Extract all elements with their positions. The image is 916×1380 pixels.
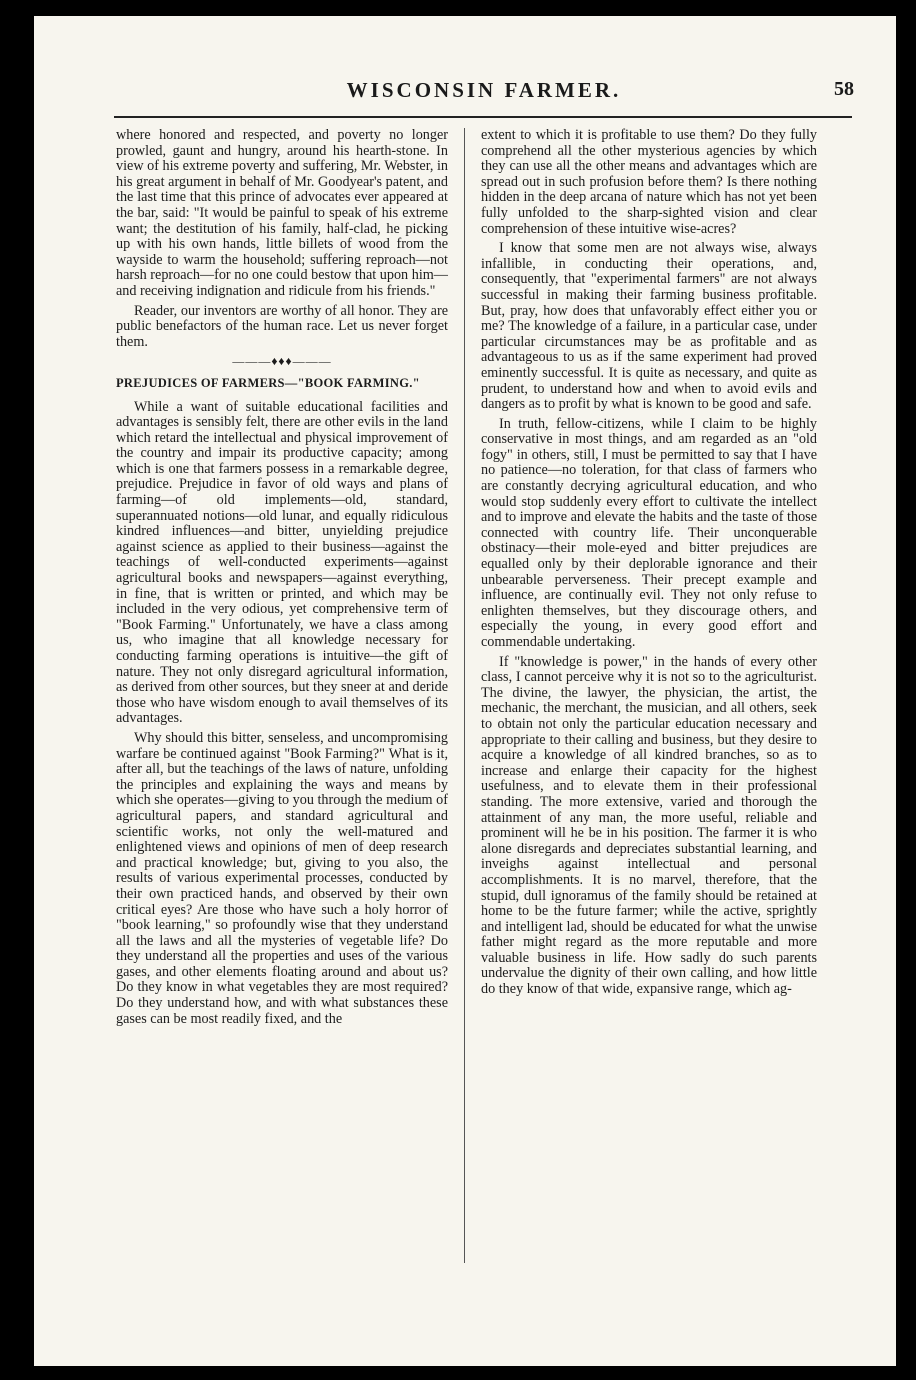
right-paragraph-4: If "knowledge is power," in the hands of every other class, I cannot perceive why it is not so to the agriculturist. The divine, the lawyer, the physician, the artist, the mechanic, the merchant, the musician, and all others, seek to obtain not only the particular education necessary and appropriate to their calling and business, but they desire to acquire a knowledge of all kindred branches, so as to increase and enlarge their capacity for the highest usefulness, and to elevate them in their professional standing. The more extensive, varied and thorough the attainment of any man, the more useful, reliable and prominent will he be in his position. The farmer it is who alone disregards and depreciates substantial learning, and inveighs against intellectual and personal accomplishments. It is no marvel, therefore, that the stupid, dull ignoramus of the family should be retained at home to be the future farmer; while the active, sprightly and intelligent lad, should be educated for what the unwise father might regard as the more reputable and more valuable business in life. How sadly do such parents undervalue the dignity of their own calling, and how little do they know of that wide, expansive range, which ag- bbox=[481, 653, 817, 998]
article-heading: PREJUDICES OF FARMERS—"BOOK FARMING." bbox=[116, 375, 420, 390]
left-paragraph-2: Reader, our inventors are worthy of all honor. They are public benefactors of the human race. Let us never forget them. bbox=[116, 302, 448, 350]
right-column bbox=[481, 128, 817, 1002]
left-paragraph-3: While a want of suitable educational facilities and advantages is sensibly felt, there are other evils in the land which retard the intellectual and physical improvement of the country and impair its productive capacity; among which is one that farmers possess in a remarkable degree, prejudice. Prejudice in favor of old ways and plans of farming—of old implements—old, standard, superannuated notions—old lunar, and equally ridiculous kindred influences—and bitter, unyielding prejudice against science as applied to their business—against the teachings of well-conducted experiments—against agricultural books and newspapers—against everything, in fine, that is written or printed, and which may be included in the very odious, yet comprehensive term of "Book Farming." Unfortunately, we have a class among us, who imagine that all knowledge necessary for conducting farming operations is intuitive—the gift of nature. They not only disregard agricultural information, as derived from other sources, but they sneer at and deride those who have wisdom enough to avail themselves of its advantages. bbox=[116, 398, 448, 727]
section-ornament: ———♦♦♦——— bbox=[232, 354, 332, 369]
left-paragraph-1: where honored and respected, and poverty no longer prowled, gaunt and hungry, around his hearth-stone. In view of his extreme poverty and suffering, Mr. Webster, in his great argument in behalf of Mr. Goodyear's patent, and the last time that this prince of advocates ever appeared at the bar, said: "It would be painful to speak of his extreme want; the destitution of his family, half-clad, he picking up with his own hands, little billets of wood from the wayside to warm the household; suffering reproach—not harsh reproach—for no one could bestow that upon him—and receiving indignation and ridicule from his friends." bbox=[116, 127, 448, 299]
right-paragraph-3: In truth, fellow-citizens, while I claim to be highly conservative in most things, and am regarded as an "old fogy" in others, still, I must be permitted to say that I have no patience—no toleration, for that class of farmers who are constantly decrying agricultural education, and who would stop suddenly every effort to cultivate the intellect and to improve and elevate the habits and the taste of those connected with country life. Their unconquerable obstinacy—their mole-eyed and bitter prejudices are equalled only by their deplorable ignorance and their unbearable perverseness. Their precept example and influence, are continually evil. They not only refuse to enlighten themselves, but they discourage others, and especially the young, in every good effort and commendable undertaking. bbox=[481, 415, 817, 650]
masthead-title: WISCONSIN FARMER. bbox=[346, 78, 622, 102]
page-number: 58 bbox=[834, 78, 854, 100]
newspaper-page bbox=[34, 16, 896, 1366]
page-header bbox=[114, 78, 854, 108]
right-paragraph-2: I know that some men are not always wise, always infallible, in conducting their operations, and, consequently, that "experimental farmers" are not always successful in making their farming business profitable. But, pray, how does that unfavorably effect either you or me? The knowledge of a failure, in a particular case, under particular circumstances may be as profitable and as advantageous to us as if the same experiment had proved eminently successful. It is quite as necessary, and quite as prudent, to understand how and when to avoid evils and dangers as to profit by what is known to be good and safe. bbox=[481, 240, 817, 413]
left-column bbox=[116, 128, 448, 1031]
header-rule bbox=[114, 116, 852, 118]
column-divider bbox=[464, 128, 465, 1263]
left-paragraph-4: Why should this bitter, senseless, and uncompromising warfare be continued against "Book Farming?" What is it, after all, but the teachings of the laws of nature, unfolding the principles and explaining the ways and means by which she operates—giving to you through the medium of agricultural papers, and standard agricultural and scientific works, not only the well-matured and enlightened views and opinions of men of deep research and practical knowledge; but, giving to you also, the results of various experimental processes, conducted by their own practiced hands, and observed by their own critical eyes? Are those who have such a holy horror of "book learning," so profoundly wise that they understand all the laws and all the mysteries of vegetable life? Do they understand all the properties and uses of the various gases, and other elements floating around and about us? Do they know in what vegetables they are most required? Do they understand how, and with what substances these gases can be most readily fixed, and the bbox=[116, 729, 448, 1027]
right-paragraph-1: extent to which it is profitable to use them? Do they fully comprehend all the other mysterious agencies by which they can use all the other means and advantages which are spread out in such profusion before them? Is there nothing hidden in the deep arcana of nature which has not yet been fully unfolded to the sharp-sighted vision and clear comprehension of these intuitive wise-acres? bbox=[481, 127, 817, 237]
